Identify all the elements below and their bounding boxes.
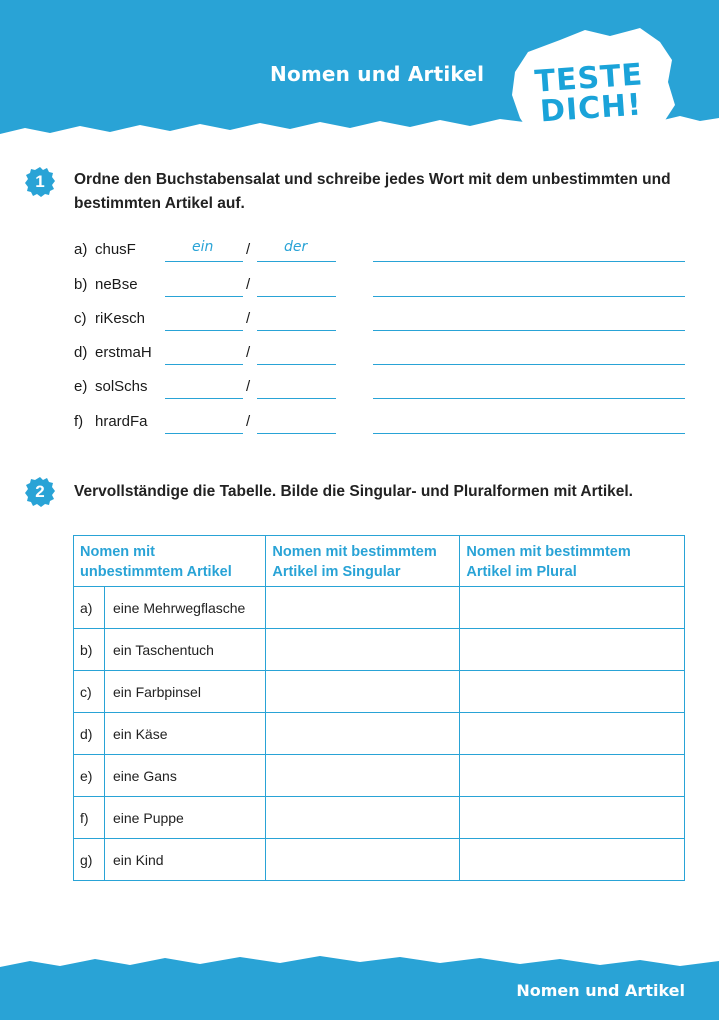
exercise-row bbox=[74, 310, 686, 334]
separator-slash: / bbox=[246, 276, 251, 293]
noun-cell: eine Mehrwegflasche bbox=[105, 587, 266, 629]
separator-slash: / bbox=[246, 310, 251, 327]
exercise-row bbox=[74, 413, 686, 437]
answer-cell-singular[interactable] bbox=[266, 587, 460, 629]
answer-line-word[interactable] bbox=[373, 433, 685, 434]
row-label: e) bbox=[74, 755, 105, 797]
answer-cell-singular[interactable] bbox=[266, 839, 460, 881]
scrambled-word: neBse bbox=[95, 276, 138, 293]
noun-cell: eine Gans bbox=[105, 755, 266, 797]
exercise-label: a) bbox=[74, 241, 88, 258]
answer-line-indefinite[interactable] bbox=[165, 364, 243, 365]
answer-cell-singular[interactable] bbox=[266, 671, 460, 713]
exercise-label: d) bbox=[74, 344, 88, 361]
task-1-instruction: Ordne den Buchstabensalat und schreibe jedes Wort mit dem unbestimmten und bestimmten Artikel auf. bbox=[74, 171, 671, 212]
answer-cell-singular[interactable] bbox=[266, 713, 460, 755]
answer-cell-plural[interactable] bbox=[460, 671, 685, 713]
exercise-row bbox=[74, 378, 686, 402]
table-row bbox=[74, 671, 685, 713]
noun-cell: eine Puppe bbox=[105, 797, 266, 839]
answer-line-definite[interactable] bbox=[257, 296, 336, 297]
table-row bbox=[74, 839, 685, 881]
badge-line-1: TESTE bbox=[533, 57, 645, 100]
noun-table bbox=[73, 535, 685, 881]
answer-line-indefinite[interactable] bbox=[165, 398, 243, 399]
answer-line-indefinite[interactable] bbox=[165, 433, 243, 434]
scrambled-word: erstmaH bbox=[95, 344, 152, 361]
exercise-label: f) bbox=[74, 413, 84, 430]
handwritten-answer: der bbox=[284, 239, 308, 255]
handwritten-answer: ein bbox=[192, 239, 214, 255]
answer-cell-plural[interactable] bbox=[460, 797, 685, 839]
answer-line-definite[interactable] bbox=[257, 261, 336, 262]
row-label: b) bbox=[74, 629, 105, 671]
answer-line-word[interactable] bbox=[373, 398, 685, 399]
column-header-definite-plural: Nomen mit bestimmtem Artikel im Plural bbox=[460, 536, 685, 587]
separator-slash: / bbox=[246, 241, 251, 258]
answer-cell-singular[interactable] bbox=[266, 629, 460, 671]
exercise-label: b) bbox=[74, 276, 88, 293]
column-header-indefinite: Nomen mit unbestimmtem Artikel bbox=[74, 536, 266, 587]
answer-cell-plural[interactable] bbox=[460, 629, 685, 671]
table-row bbox=[74, 797, 685, 839]
answer-line-indefinite[interactable] bbox=[165, 261, 243, 262]
noun-cell: ein Kind bbox=[105, 839, 266, 881]
answer-cell-plural[interactable] bbox=[460, 587, 685, 629]
row-label: d) bbox=[74, 713, 105, 755]
answer-line-indefinite[interactable] bbox=[165, 296, 243, 297]
header-banner bbox=[0, 0, 719, 150]
exercise-label: e) bbox=[74, 378, 88, 395]
table-row bbox=[74, 629, 685, 671]
answer-line-word[interactable] bbox=[373, 364, 685, 365]
separator-slash: / bbox=[246, 378, 251, 395]
answer-cell-plural[interactable] bbox=[460, 713, 685, 755]
exercise-row bbox=[74, 344, 686, 368]
answer-line-definite[interactable] bbox=[257, 364, 336, 365]
separator-slash: / bbox=[246, 344, 251, 361]
row-label: c) bbox=[74, 671, 105, 713]
row-label: g) bbox=[74, 839, 105, 881]
scrambled-word: chusF bbox=[95, 241, 136, 258]
table-header-row bbox=[74, 536, 685, 587]
table-row bbox=[74, 755, 685, 797]
answer-line-indefinite[interactable] bbox=[165, 330, 243, 331]
column-header-definite-singular: Nomen mit bestimmtem Artikel im Singular bbox=[266, 536, 460, 587]
scrambled-word: riKesch bbox=[95, 310, 146, 327]
answer-line-word[interactable] bbox=[373, 330, 685, 331]
answer-line-word[interactable] bbox=[373, 296, 685, 297]
noun-cell: ein Farbpinsel bbox=[105, 671, 266, 713]
answer-line-definite[interactable] bbox=[257, 330, 336, 331]
exercise-label: c) bbox=[74, 310, 87, 327]
answer-line-definite[interactable] bbox=[257, 433, 336, 434]
noun-cell: ein Käse bbox=[105, 713, 266, 755]
noun-cell: ein Taschentuch bbox=[105, 629, 266, 671]
row-label: a) bbox=[74, 587, 105, 629]
footer-banner bbox=[0, 955, 719, 1020]
answer-line-word[interactable] bbox=[373, 261, 685, 262]
scrambled-word: hrardFa bbox=[95, 413, 148, 430]
answer-cell-singular[interactable] bbox=[266, 797, 460, 839]
exercise-row bbox=[74, 241, 686, 265]
table-row bbox=[74, 713, 685, 755]
test-badge bbox=[518, 59, 662, 129]
answer-cell-plural[interactable] bbox=[460, 755, 685, 797]
answer-line-definite[interactable] bbox=[257, 398, 336, 399]
badge-line-2: DICH! bbox=[538, 87, 644, 130]
task-1-number-badge bbox=[24, 166, 56, 198]
task-2-number-badge bbox=[24, 476, 56, 508]
footer-title: Nomen und Artikel bbox=[516, 981, 685, 1000]
task-2-number: 2 bbox=[35, 482, 45, 501]
separator-slash: / bbox=[246, 413, 251, 430]
exercise-row bbox=[74, 276, 686, 300]
scrambled-word: solSchs bbox=[95, 378, 148, 395]
answer-cell-plural[interactable] bbox=[460, 839, 685, 881]
row-label: f) bbox=[74, 797, 105, 839]
task-2-instruction: Vervollständige die Tabelle. Bilde die Singular- und Pluralformen mit Artikel. bbox=[74, 483, 633, 500]
task-1-number: 1 bbox=[35, 172, 45, 191]
page-title: Nomen und Artikel bbox=[270, 62, 485, 86]
table-row bbox=[74, 587, 685, 629]
answer-cell-singular[interactable] bbox=[266, 755, 460, 797]
